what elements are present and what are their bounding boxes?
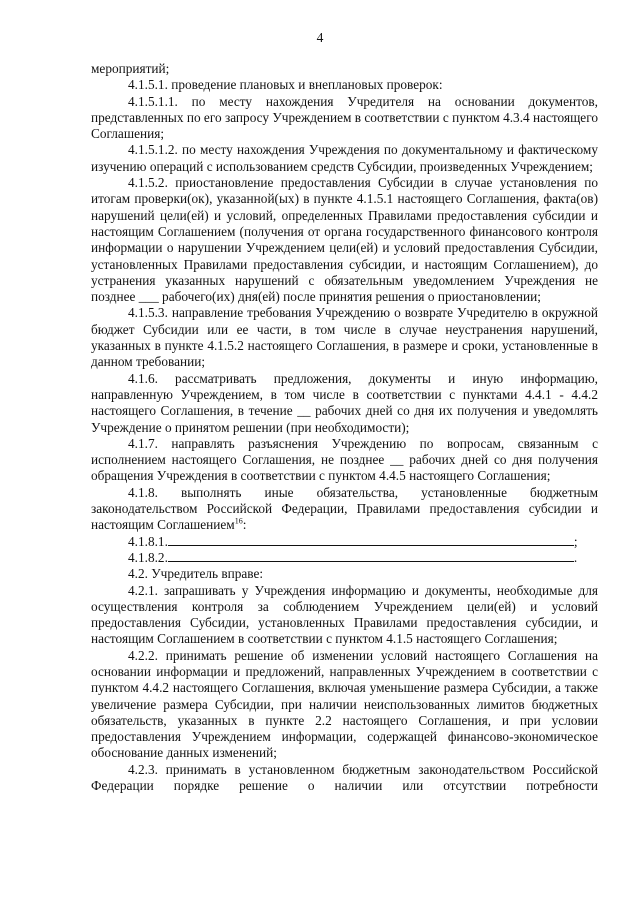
blank-item-end: .	[573, 549, 578, 565]
paragraph-tail: :	[242, 517, 247, 533]
blank-item	[91, 534, 598, 550]
paragraph: 4.2.1. запрашивать у Учреждения информацию и документы, необходимые для осуществления контроля за соблюдением Учреждением цели(ей) и условий предоставления Субсидии, установленных Правилами предоставления субсидии, и настоящим Соглашением в соответствии с пунктом 4.1.5 настоящего Соглашения;	[91, 582, 598, 647]
blank-item-label: 4.1.8.1.	[128, 533, 168, 549]
fill-line	[168, 534, 574, 546]
paragraph: мероприятий;	[91, 61, 170, 76]
paragraph: 4.1.6. рассматривать предложения, документы и иную информацию, направленную Учреждением, в том числе в соответствии с пунктами 4.4.1 - 4.4.2 настоящего Соглашения, в течение __ рабочих дней со дня их получения и уведомлять Учреждение о принятом решении (при необходимости);	[91, 370, 598, 435]
paragraph: 4.2.2. принимать решение об изменении условий настоящего Соглашения на основании информации и предложений, направленных Учреждением в соответствии с пунктом 4.4.2 настоящего Соглашения, включая уменьшение размера Субсидии, а также увеличение размера Субсидии, при наличии неиспользованных лимитов бюджетных обязательств, указанных в пункте 2.2 настоящего Соглашения, и при условии предоставления Учреждением информации, содержащей финансово-экономическое обоснование данных изменений;	[91, 647, 598, 761]
paragraph: 4.2.3. принимать в установленном бюджетным законодательством Российской Федерации порядке решение о наличии или отсутствии потребности	[91, 761, 598, 794]
footnote-ref: 16	[234, 516, 243, 526]
paragraph: 4.2. Учредитель вправе:	[128, 566, 264, 582]
paragraph	[91, 485, 598, 534]
fill-line	[168, 550, 574, 562]
blank-item	[91, 550, 598, 566]
paragraph: 4.1.5.1.2. по месту нахождения Учреждения по документальному и фактическому изучению операций с использованием средств Субсидии, произведенных Учреждением;	[91, 142, 598, 174]
blank-item-end: ;	[573, 533, 578, 549]
paragraph-text: 4.1.8. выполнять иные обязательства, установленные бюджетным законодательством Российской Федерации, Правилами предоставления субсидии и настоящим Соглашением	[91, 484, 598, 533]
document-body	[91, 61, 598, 794]
paragraph: 4.1.5.1.1. по месту нахождения Учредителя на основании документов, представленных по его запросу Учреждением в соответствии с пунктом 4.3.4 настоящего Соглашения;	[91, 93, 598, 142]
paragraph: 4.1.7. направлять разъяснения Учреждению по вопросам, связанным с исполнением настоящего Соглашения, не позднее __ рабочих дней со дня получения обращения Учреждения в соответствии с пунктом 4.4.5 настоящего Соглашения;	[91, 435, 598, 484]
page-number: 4	[316, 30, 324, 45]
paragraph: 4.1.5.3. направление требования Учреждению о возврате Учредителю в окружной бюджет Субсидии или ее части, в том числе в случае неустранения нарушений, указанных в пункте 4.1.5.2 настоящего Соглашения, в размере и сроки, установленные в данном требовании;	[91, 305, 598, 370]
paragraph: 4.1.5.2. приостановление предоставления Субсидии в случае установления по итогам проверки(ок), указанной(ых) в пункте 4.1.5.1 настоящего Соглашения, факта(ов) нарушений цели(ей) и условий, определенных Правилами предоставления субсидии и настоящим Соглашением (получения от органа государственного финансового контроля информации о нарушении Учреждением цели(ей) и условий предоставления Субсидии, установленных Правилами предоставления субсидии, и настоящим Соглашением), до устранения указанных нарушений с обязательным уведомлением Учреждения не позднее ___ рабочего(их) дня(ей) после принятия решения о приостановлении;	[91, 175, 598, 305]
paragraph: 4.1.5.1. проведение плановых и внеплановых проверок:	[128, 77, 443, 93]
blank-item-label: 4.1.8.2.	[128, 549, 168, 565]
